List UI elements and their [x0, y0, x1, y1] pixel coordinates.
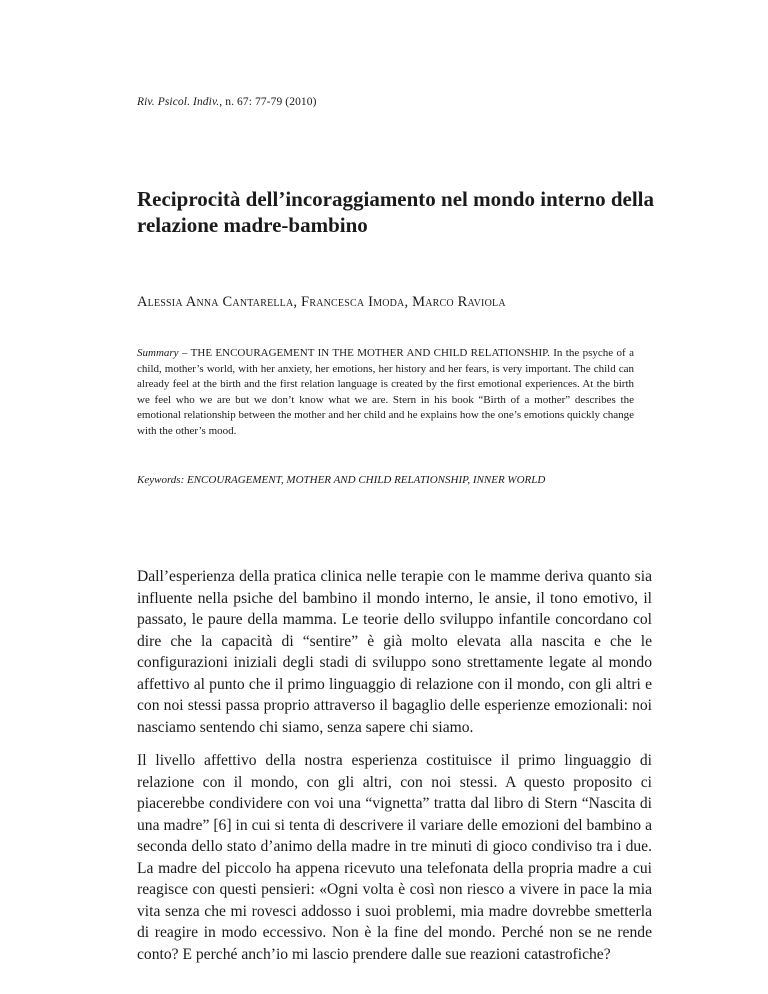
article-title: Reciprocità dell’incoraggiamento nel mondo interno della relazione madre-bambino — [137, 187, 654, 237]
keywords-line: Keywords: ENCOURAGEMENT, MOTHER AND CHILD RELATIONSHIP, INNER WORLD — [137, 474, 546, 486]
body-paragraph-2: Il livello affettivo della nostra esperienza costituisce il primo linguaggio di relazione con il mondo, con gli altri, con noi stessi. A questo proposito ci piacerebbe condividere con voi una “vignetta” tratta dal libro di Stern “Nascita di una madre” [6] in cui si tenta di descrivere il variare delle emozioni del bambino a seconda dello stato d’animo della madre in tre minuti di gioco condiviso tra i due. La madre del piccolo ha appena ricevuto una telefonata della propria madre a cui reagisce con questi pensieri: «Ogni volta è così non riesco a vivere in pace la mia vita senza che mi rovesci addosso i suoi problemi, mia madre dovrebbe smetterla di reagire in modo eccessivo. Non è la fine del mondo. Perché non se ne rende conto? E perché anch’io mi lascio prendere dalle sue reazioni catastrofiche? — [137, 752, 652, 963]
journal-citation — [137, 96, 317, 108]
summary-label: Summary — [137, 347, 179, 359]
summary-text: – THE ENCOURAGEMENT IN THE MOTHER AND CHILD RELATIONSHIP. In the psyche of a child, mother’s world, with her anxiety, her emotions, her history and her fears, is very important. The child can already feel at the birth and the first relation language is created by the first emotional experiences. At the birth we feel who we are but we don’t know what we are. Stern in his book “Birth of a mother” describes the emotional relationship between the mother and her child and he explains how the one’s emotions quickly change with the other’s mood. — [137, 347, 634, 437]
citation-details: , n. 67: 77-79 (2010) — [219, 96, 317, 108]
journal-name: Riv. Psicol. Indiv. — [137, 96, 220, 108]
body-paragraph-1: Dall’esperienza della pratica clinica nelle terapie con le mamme deriva quanto sia influente nella psiche del bambino il mondo interno, le ansie, il tono emotivo, il passato, le paure della mamma. Le teorie dello sviluppo infantile concordano col dire che la capacità di “sentire” è già molto elevata alla nascita e che le configurazioni iniziali degli stadi di sviluppo sono strettamente legate al mondo affettivo al punto che il primo linguaggio di relazione con il mondo, con gli altri e con noi stessi passa proprio attraverso il bagaglio delle esperienze emozionali: noi nasciamo sentendo chi siamo, senza sapere chi siamo. — [137, 568, 652, 736]
article-authors: Alessia Anna Cantarella, Francesca Imoda, Marco Raviola — [137, 294, 506, 310]
summary-abstract — [137, 346, 634, 440]
